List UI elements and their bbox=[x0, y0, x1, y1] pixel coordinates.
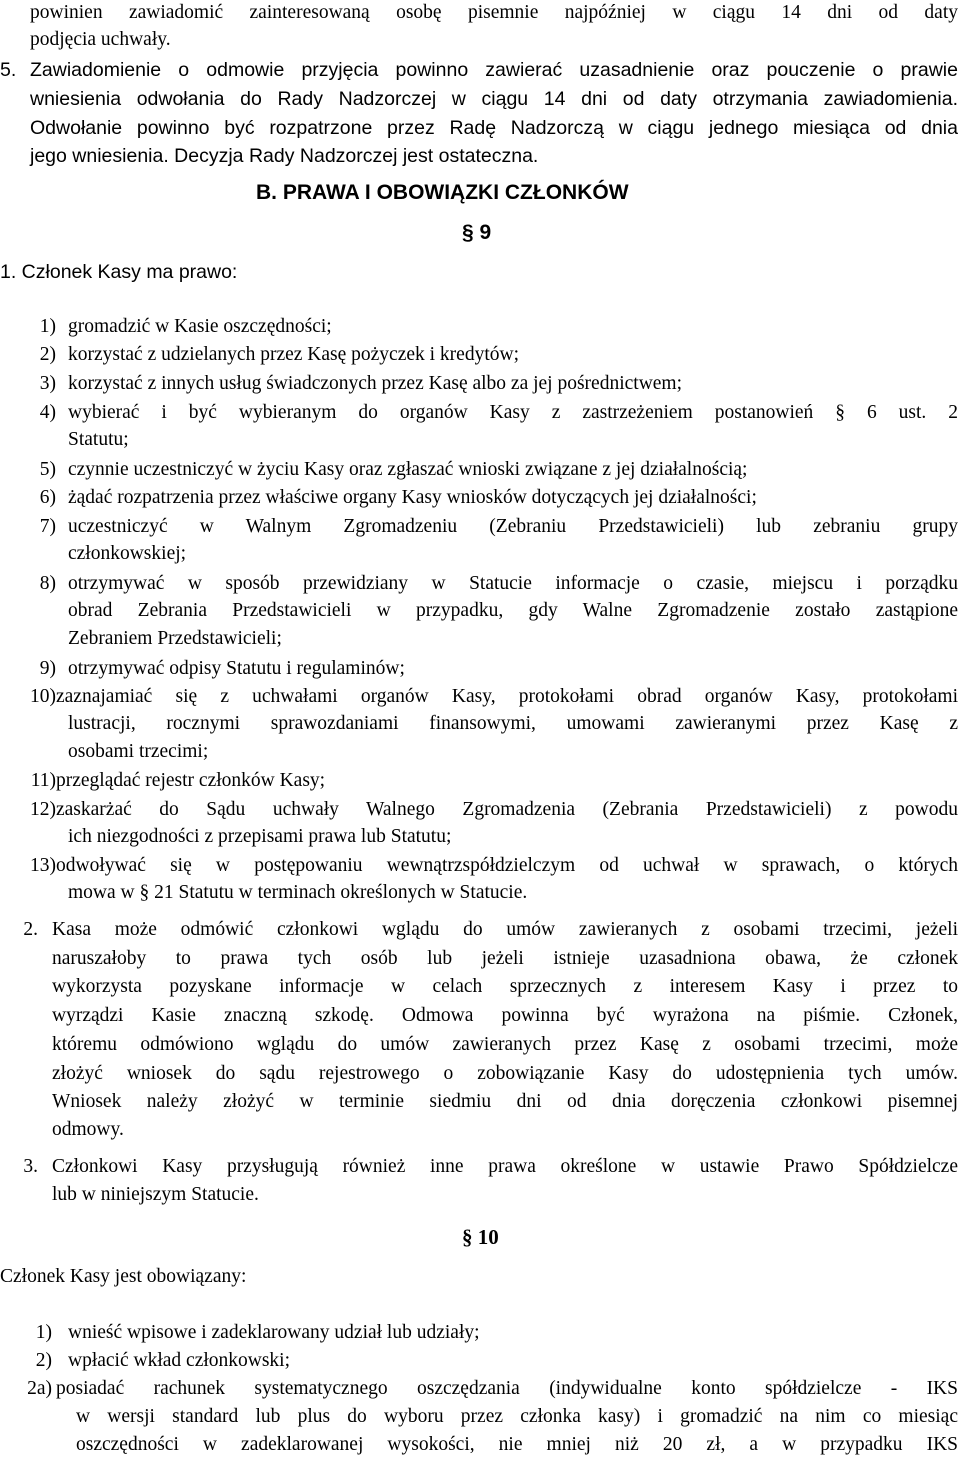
paragraph-line: wykorzysta pozyskane informacje w celach sprzecznych z interesem Kasy i przez to bbox=[52, 976, 958, 997]
list-item-line: wpłacić wkład członkowski; bbox=[68, 1350, 291, 1371]
paragraph-line: jego wniesienia. Decyzja Rady Nadzorczej jest ostateczna. bbox=[30, 145, 539, 167]
list-item-line: zaznajamiać się z uchwałami organów Kasy, protokołami obrad organów Kasy, protokołami bbox=[56, 686, 958, 707]
list-item-line: otrzymywać w sposób przewidziany w Statucie informacje o czasie, miejscu i porządku bbox=[68, 573, 958, 594]
item-number: 3. bbox=[23, 1156, 38, 1177]
item-number: 5. bbox=[0, 59, 17, 81]
paragraph-line: Członkowi Kasy przysługują również inne prawa określone w ustawie Prawo Spółdzielcze bbox=[52, 1156, 958, 1177]
paragraph-line: podjęcia uchwały. bbox=[30, 29, 171, 50]
list-item-line: korzystać z udzielanych przez Kasę pożyczek i kredytów; bbox=[68, 344, 519, 365]
list-item-line: korzystać z innych usług świadczonych przez Kasę albo za jej pośrednictwem; bbox=[68, 373, 683, 394]
paragraph-number: § 9 bbox=[462, 221, 492, 244]
paragraph-line: któremu odmówiono wglądu do umów zawieranych przez Kasę z osobami trzecimi, może bbox=[52, 1034, 958, 1055]
paragraph-line: Odwołanie powinno być rozpatrzone przez Radę Nadzorczą w ciągu jednego miesiąca od dnia bbox=[30, 117, 958, 139]
section-heading: B. PRAWA I OBOWIĄZKI CZŁONKÓW bbox=[256, 181, 629, 204]
item-number: 8) bbox=[39, 573, 56, 594]
paragraph-line: wniesienia odwołania do Rady Nadzorczej w ciągu 14 dni od daty otrzymania zawiadomienia. bbox=[30, 88, 958, 110]
clause-intro: Członek Kasy jest obowiązany: bbox=[0, 1266, 247, 1287]
list-item-line: Statutu; bbox=[68, 429, 129, 450]
item-number: 9) bbox=[39, 658, 56, 679]
list-item-line: obrad Zebrania Przedstawicieli w przypadku, gdy Walne Zgromadzenie zostało zastąpione bbox=[68, 600, 958, 621]
list-item-line: uczestniczyć w Walnym Zgromadzeniu (Zebraniu Przedstawicieli) lub zebraniu grupy bbox=[68, 516, 958, 537]
list-item-line: osobami trzecimi; bbox=[68, 741, 209, 762]
item-number: 2a) bbox=[27, 1378, 52, 1399]
list-item-line: posiadać rachunek systematycznego oszczędzania (indywidualne konto spółdzielcze - IKS bbox=[56, 1378, 958, 1399]
item-number: 1) bbox=[39, 316, 56, 337]
item-number: 5) bbox=[39, 459, 56, 480]
paragraph-line: odmowy. bbox=[52, 1119, 124, 1140]
clause-intro: 1. Członek Kasy ma prawo: bbox=[0, 261, 238, 283]
item-number: 11) bbox=[30, 770, 56, 791]
list-item-line: żądać rozpatrzenia przez właściwe organy Kasy wniosków dotyczących jej działalności; bbox=[68, 487, 757, 508]
list-item-line: w wersji standard lub plus do wyboru przez członka kasy) i gromadzić na nim co miesiąc bbox=[76, 1406, 958, 1427]
list-item-line: przeglądać rejestr członków Kasy; bbox=[56, 770, 326, 791]
paragraph-line: lub w niniejszym Statucie. bbox=[52, 1184, 259, 1205]
item-number: 4) bbox=[39, 402, 56, 423]
item-number: 1) bbox=[35, 1322, 52, 1343]
paragraph-line: złożyć wniosek do sądu rejestrowego o zobowiązanie Kasy do udostępnienia tych umów. bbox=[52, 1063, 958, 1084]
list-item-line: ich niezgodności z przepisami prawa lub Statutu; bbox=[68, 826, 452, 847]
item-number: 2) bbox=[35, 1350, 52, 1371]
paragraph-line: powinien zawiadomić zainteresowaną osobę pisemnie najpóźniej w ciągu 14 dni od daty bbox=[30, 2, 958, 23]
paragraph-line: wyrządzi Kasie znaczną szkodę. Odmowa powinna być wyrażona na piśmie. Członek, bbox=[52, 1005, 958, 1026]
item-number: 7) bbox=[39, 516, 56, 537]
item-number: 12) bbox=[30, 799, 56, 820]
item-number: 6) bbox=[39, 487, 56, 508]
item-number: 2) bbox=[39, 344, 56, 365]
list-item-line: otrzymywać odpisy Statutu i regulaminów; bbox=[68, 658, 405, 679]
paragraph-line: Zawiadomienie o odmowie przyjęcia powinno zawierać uzasadnienie oraz pouczenie o prawie bbox=[30, 59, 958, 81]
list-item-line: zaskarżać do Sądu uchwały Walnego Zgromadzenia (Zebrania Przedstawicieli) z powodu bbox=[56, 799, 958, 820]
paragraph-number: § 10 bbox=[462, 1225, 499, 1249]
item-number: 3) bbox=[39, 373, 56, 394]
paragraph-line: naruszałoby to prawa tych osób lub jeżeli istnieje uzasadniona obawa, że członek bbox=[52, 948, 958, 969]
list-item-line: odwoływać się w postępowaniu wewnątrzspółdzielczym od uchwał w sprawach, o których bbox=[56, 855, 958, 876]
list-item-line: lustracji, rocznymi sprawozdaniami finansowymi, umowami zawieranymi przez Kasę z bbox=[68, 713, 958, 734]
item-number: 10) bbox=[30, 686, 56, 707]
paragraph-line: Kasa może odmówić członkowi wglądu do umów zawieranych z osobami trzecimi, jeżeli bbox=[52, 919, 958, 940]
item-number: 13) bbox=[30, 855, 56, 876]
list-item-line: wnieść wpisowe i zadeklarowany udział lub udziały; bbox=[68, 1322, 480, 1343]
list-item-line: wybierać i być wybieranym do organów Kasy z zastrzeżeniem postanowień § 6 ust. 2 bbox=[68, 402, 958, 423]
paragraph-line: Wniosek należy złożyć w terminie siedmiu dni od dnia doręczenia członkowi pisemnej bbox=[52, 1091, 958, 1112]
list-item-line: czynnie uczestniczyć w życiu Kasy oraz zgłaszać wnioski związane z jej działalnością; bbox=[68, 459, 748, 480]
list-item-line: członkowskiej; bbox=[68, 543, 187, 564]
list-item-line: mowa w § 21 Statutu w terminach określonych w Statucie. bbox=[68, 882, 528, 903]
item-number: 2. bbox=[23, 919, 38, 940]
list-item-line: gromadzić w Kasie oszczędności; bbox=[68, 316, 332, 337]
list-item-line: oszczędności w zadeklarowanej wysokości, nie mniej niż 20 zł, a w przypadku IKS bbox=[76, 1434, 958, 1455]
list-item-line: Zebraniem Przedstawicieli; bbox=[68, 628, 282, 649]
